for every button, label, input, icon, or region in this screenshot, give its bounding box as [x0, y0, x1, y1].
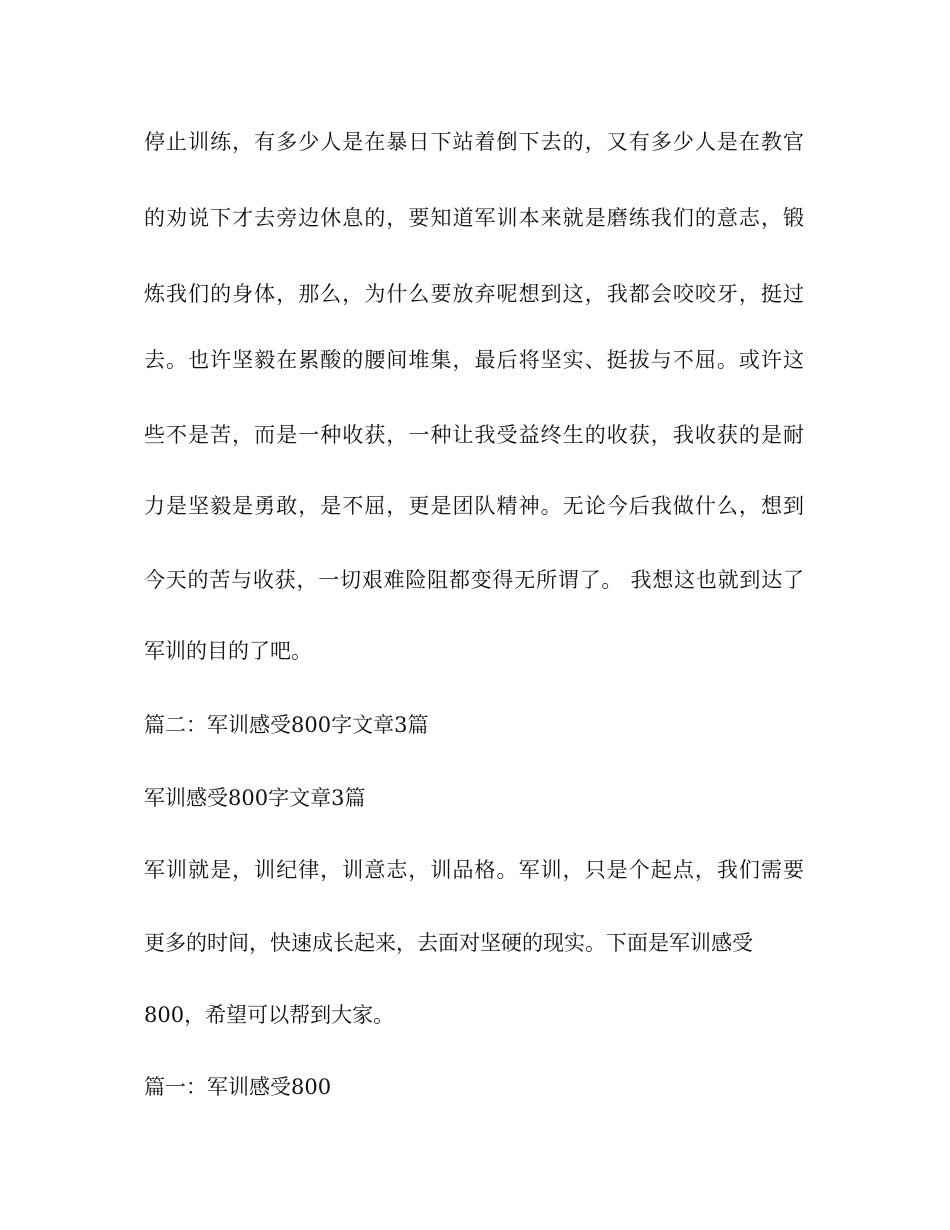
paragraph-line: 炼我们的身体，那么，为什么要放弃呢想到这，我都会咬咬牙，挺过: [144, 282, 804, 306]
section-heading: 篇一：军训感受800: [144, 1075, 332, 1099]
paragraph-line: 军训的目的了吧。: [144, 639, 312, 663]
paragraph-line: 些不是苦，而是一种收获，一种让我受益终生的收获，我收获的是耐: [144, 423, 804, 447]
article-title: 军训感受800字文章3篇: [144, 786, 366, 810]
paragraph-line: 今天的苦与收获，一切艰难险阻都变得无所谓了。 我想这也就到达了: [144, 568, 804, 592]
paragraph-line: 停止训练，有多少人是在暴日下站着倒下去的，又有多少人是在教官: [144, 130, 804, 154]
paragraph-line: 力是坚毅是勇敢，是不屈，更是团队精神。无论今后我做什么，想到: [144, 494, 804, 518]
paragraph-line: 的劝说下才去旁边休息的，要知道军训本来就是磨练我们的意志，锻: [144, 206, 804, 230]
paragraph-line: 更多的时间，快速成长起来，去面对坚硬的现实。下面是军训感受: [144, 931, 753, 955]
paragraph-line: 800，希望可以帮到大家。: [144, 1003, 395, 1027]
paragraph-line: 军训就是，训纪律，训意志，训品格。军训，只是个起点，我们需要: [144, 858, 804, 882]
paragraph-line: 去。也许坚毅在累酸的腰间堆集，最后将坚实、挺拔与不屈。或许这: [144, 348, 804, 372]
section-heading: 篇二：军训感受800字文章3篇: [144, 713, 429, 737]
